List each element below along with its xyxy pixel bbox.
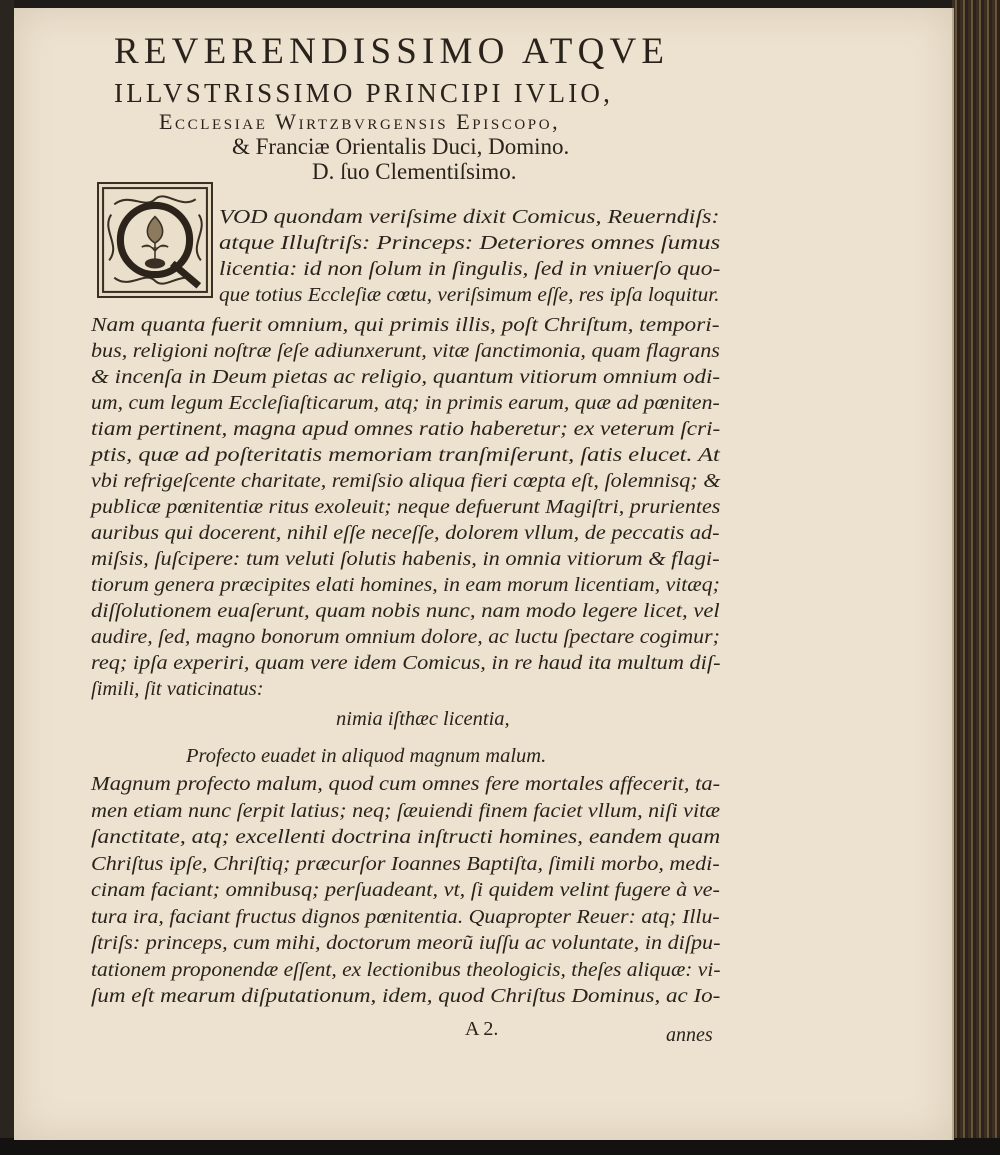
body-line: tura ira, faciant fructus dignos pœnitentia. Quapropter Reuer: atq; Illu- — [91, 905, 720, 928]
body-line: req; ipſa experiri, quam vere idem Comicus, in re haud ita multum diſ- — [91, 652, 721, 674]
book-page — [14, 8, 954, 1140]
body-line: audire, ſed, magno bonorum omnium dolore, ac luctu ſpectare cogimur; — [91, 626, 720, 648]
title-line-3: Ecclesiae Wirtzbvrgensis Episcopo, — [159, 109, 561, 134]
body-line: miſsis, ſuſcipere: tum veluti ſolutis habenis, in omnia vitiorum & flagi- — [91, 548, 720, 570]
body-line: auribus qui docerent, nihil eſſe neceſſe, dolorem vllum, de peccatis ad- — [91, 522, 720, 544]
body-line: tationem proponendæ eſſent, ex lectionibus theologicis, theſes aliquæ: vi- — [91, 958, 721, 981]
body-line: que totius Eccleſiæ cœtu, veriſsimum eſſe, res ipſa loquitur. — [219, 284, 720, 306]
verse-line: Profecto euadet in aliquod magnum malum. — [186, 745, 547, 767]
body-line: publicæ pœnitentiæ ritus exoleuit; neque defuerunt Magiſtri, prurientes — [91, 496, 721, 518]
body-line: men etiam nunc ſerpit latius; neq; ſæuiendi finem faciet vllum, niſi vitæ — [91, 799, 721, 822]
body-line: Magnum profecto malum, quod cum omnes fere mortales affecerit, ta- — [91, 773, 721, 795]
verse-line: nimia iſthæc licentia, — [336, 708, 510, 730]
title-line-4: & Franciæ Orientalis Duci, Domino. — [232, 134, 570, 159]
title-line-5: D. ſuo Clementiſsimo. — [312, 159, 517, 184]
body-line: tiorum genera præcipites elati homines, in eam morum licentiam, vitæq; — [91, 574, 720, 596]
book-fore-edge — [952, 0, 1000, 1155]
bottom-shadow — [0, 1138, 1000, 1155]
body-line: & incenſa in Deum pietas ac religio, quantum vitiorum omnium odi- — [91, 366, 721, 388]
body-line: ſimili, ſit vaticinatus: — [91, 678, 264, 700]
body-line: um, cum legum Eccleſiaſticarum, atq; in primis earum, quæ ad pœniten- — [91, 392, 720, 414]
body-line: tiam pertinent, magna apud omnes ratio haberetur; ex veterum ſcri- — [91, 418, 721, 440]
body-line: ſtriſs: princeps, cum mihi, doctorum meorũ iuſſu ac voluntate, in diſpu- — [91, 932, 721, 954]
binding-edge — [0, 0, 14, 1155]
body-line: licentia: id non ſolum in ſingulis, ſed in vniuerſo quo- — [219, 258, 721, 280]
body-line: ptis, quæ ad poſteritatis memoriam tranſmiſerunt, ſatis elucet. At — [91, 444, 720, 466]
body-line: VOD quondam veriſsime dixit Comicus, Reuerndiſs: — [219, 206, 720, 228]
title-line-2: ILLVSTRISSIMO PRINCIPI IVLIO, — [114, 78, 614, 108]
body-line: diſſolutionem euaſerunt, quam nobis nunc, nam modo legere licet, vel — [91, 600, 720, 622]
body-line: Nam quanta fuerit omnium, qui primis illis, poſt Chriſtum, tempori- — [91, 314, 720, 336]
signature-mark: A 2. — [465, 1018, 499, 1040]
title-line-1: REVERENDISSIMO ATQVE — [114, 31, 670, 72]
ornamental-initial-icon — [97, 182, 213, 298]
body-line: bus, religioni noſtræ ſeſe adiunxerunt, vitæ ſanctimonia, quam flagrans — [91, 340, 720, 362]
body-line: vbi refrigeſcente charitate, remiſsio aliqua fieri cœpta eſt, ſolemnisq; & — [91, 470, 721, 492]
body-line: cinam faciant; omnibusq; perſuadeant, vt, ſi quidem velint fugere à ve- — [91, 879, 720, 901]
body-line: Chriſtus ipſe, Chriſtiq; præcurſor Ioannes Baptiſta, ſimili morbo, medi- — [91, 852, 720, 875]
body-line: ſanctitate, atq; excellenti doctrina inſtructi homines, eandem quam — [91, 826, 721, 848]
catchword: annes — [666, 1024, 713, 1046]
body-line: atque Illuſtriſs: Princeps: Deteriores omnes ſumus — [219, 232, 721, 254]
body-line: ſum eſt mearum diſputationum, idem, quod Chriſtus Dominus, ac Io- — [91, 985, 721, 1007]
